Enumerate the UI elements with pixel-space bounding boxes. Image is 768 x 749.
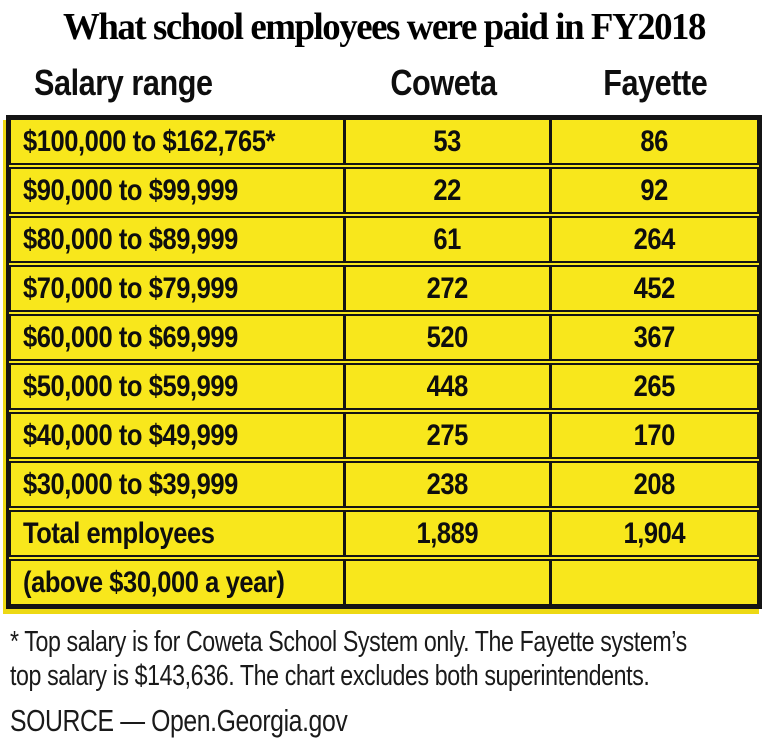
coweta-count-cell — [343, 314, 549, 361]
qualifier-label-value: (above $30,000 a year) — [23, 565, 285, 599]
header-coweta — [340, 62, 548, 104]
empty-cell — [549, 559, 759, 606]
total-label-cell — [9, 510, 343, 557]
coweta-count-cell — [343, 118, 549, 165]
salary-range-value: $80,000 to $89,999 — [23, 222, 238, 256]
qualifier-label-cell — [9, 559, 343, 606]
salary-range-cell — [9, 363, 343, 410]
coweta-count-cell — [343, 363, 549, 410]
salary-range-value: $100,000 to $162,765* — [23, 124, 275, 158]
fayette-count-cell — [549, 167, 759, 214]
coweta-count-value: 22 — [433, 173, 462, 207]
header-salary-range — [6, 62, 340, 104]
table-row — [9, 363, 759, 410]
fayette-count-value: 86 — [640, 124, 669, 158]
fayette-count-cell — [549, 314, 759, 361]
table-row — [9, 118, 759, 165]
coweta-count-cell — [343, 216, 549, 263]
coweta-count-value: 275 — [426, 418, 469, 452]
coweta-count-value: 272 — [426, 271, 469, 305]
footnote-line-1: * Top salary is for Coweta School System only. The Fayette system’s — [10, 626, 687, 658]
table-row — [9, 412, 759, 459]
coweta-count-value: 238 — [426, 467, 469, 501]
table-row — [9, 216, 759, 263]
footnote-line-2: top salary is $143,636. The chart excludes both superintendents. — [10, 660, 650, 692]
salary-range-cell — [9, 118, 343, 165]
salary-table — [6, 115, 762, 609]
coweta-count-value: 448 — [426, 369, 469, 403]
salary-range-value: $40,000 to $49,999 — [23, 418, 238, 452]
salary-range-value: $50,000 to $59,999 — [23, 369, 238, 403]
salary-range-value: $30,000 to $39,999 — [23, 467, 238, 501]
coweta-count-cell — [343, 167, 549, 214]
fayette-count-cell — [549, 412, 759, 459]
fayette-count-cell — [549, 216, 759, 263]
fayette-count-cell — [549, 118, 759, 165]
coweta-count-cell — [343, 412, 549, 459]
header-salary-range-label: Salary range — [34, 62, 213, 103]
empty-cell — [343, 559, 549, 606]
coweta-count-value: 61 — [433, 222, 462, 256]
coweta-total-value: 1,889 — [416, 516, 479, 550]
coweta-count-cell — [343, 265, 549, 312]
fayette-count-value: 265 — [633, 369, 676, 403]
fayette-count-value: 452 — [633, 271, 676, 305]
source-line: SOURCE — Open.Georgia.gov — [10, 703, 348, 738]
fayette-total-value: 1,904 — [623, 516, 686, 550]
fayette-count-value: 170 — [633, 418, 676, 452]
salary-range-value: $90,000 to $99,999 — [23, 173, 238, 207]
table-header-row — [6, 57, 762, 109]
salary-range-cell — [9, 314, 343, 361]
salary-range-cell — [9, 461, 343, 508]
salary-range-value: $60,000 to $69,999 — [23, 320, 238, 354]
total-label-value: Total employees — [23, 516, 215, 550]
table-row-qualifier — [9, 559, 759, 606]
fayette-count-value: 92 — [640, 173, 669, 207]
table-row — [9, 265, 759, 312]
salary-range-cell — [9, 167, 343, 214]
salary-range-cell — [9, 265, 343, 312]
header-fayette-label: Fayette — [602, 62, 708, 103]
table-row — [9, 314, 759, 361]
salary-range-value: $70,000 to $79,999 — [23, 271, 238, 305]
coweta-count-value: 53 — [433, 124, 462, 158]
salary-range-cell — [9, 216, 343, 263]
table-row-total — [9, 510, 759, 557]
fayette-count-cell — [549, 265, 759, 312]
fayette-count-value: 208 — [633, 467, 676, 501]
coweta-total-cell — [343, 510, 549, 557]
table-row — [9, 167, 759, 214]
header-fayette — [548, 62, 762, 104]
fayette-count-cell — [549, 461, 759, 508]
fayette-count-cell — [549, 363, 759, 410]
footnote — [10, 625, 768, 693]
coweta-count-value: 520 — [426, 320, 469, 354]
salary-range-cell — [9, 412, 343, 459]
chart-title: What school employees were paid in FY2018 — [62, 6, 706, 48]
fayette-total-cell — [549, 510, 759, 557]
fayette-count-value: 264 — [633, 222, 676, 256]
table-row — [9, 461, 759, 508]
coweta-count-cell — [343, 461, 549, 508]
fayette-count-value: 367 — [633, 320, 676, 354]
header-coweta-label: Coweta — [390, 62, 498, 103]
